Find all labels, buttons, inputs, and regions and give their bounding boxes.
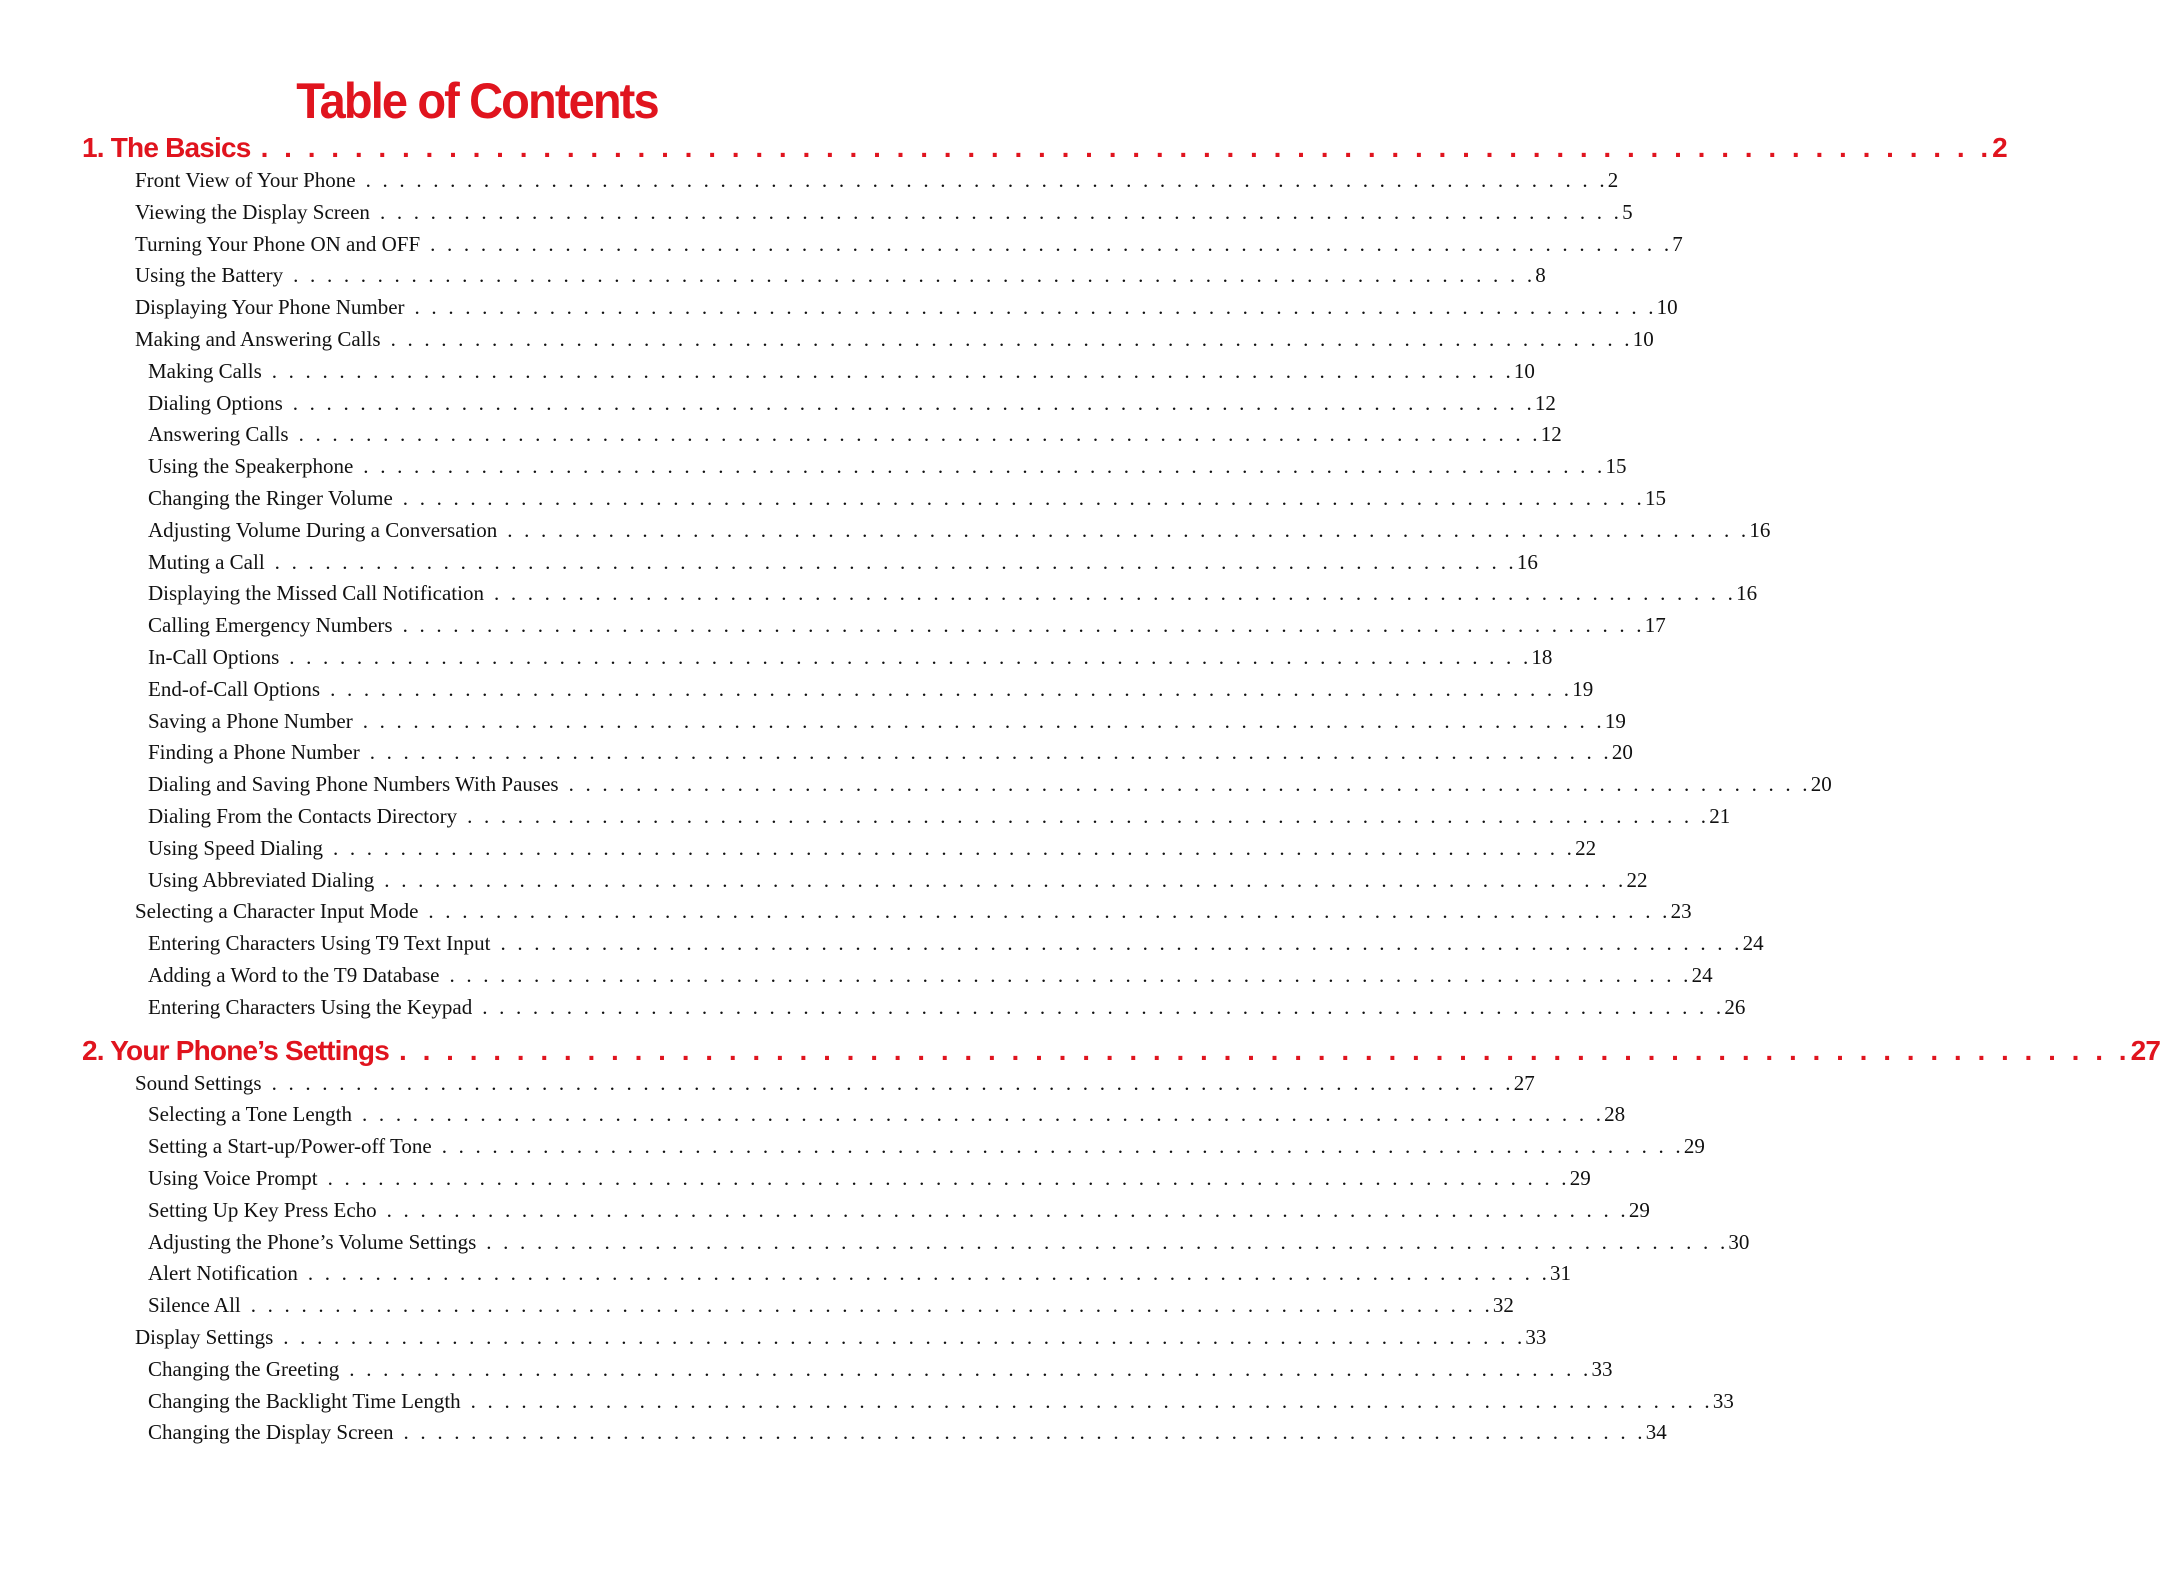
toc-section-row[interactable] — [135, 232, 1683, 262]
toc-subsection-row[interactable] — [148, 740, 1633, 770]
dot-leader: . . . . . . . . . . . . . . . . . . . . . . . . . . . . . . . . . . . . . . . . . . . . . . . . . . . . . . . . . . . . . . . . . . . . . . . . . . — [260, 132, 1993, 163]
dot-leader: . . . . . . . . . . . . . . . . . . . . . . . . . . . . . . . . . . . . . . . . . . . . . . . . . . . . . . . . . . . . . . . . . . . . . . . . . . — [493, 581, 1737, 605]
toc-subsection-row[interactable] — [148, 422, 1562, 452]
dot-leader: . . . . . . . . . . . . . . . . . . . . . . . . . . . . . . . . . . . . . . . . . . . . . . . . . . . . . . . . . . . . . . . . . . . . . . . . . . — [298, 422, 1541, 446]
toc-subsection-row[interactable] — [148, 963, 1713, 993]
toc-entry-label: Dialing and Saving Phone Numbers With Pauses — [148, 772, 559, 796]
dot-leader: . . . . . . . . . . . . . . . . . . . . . . . . . . . . . . . . . . . . . . . . . . . . . . . . . . . . . . . . . . . . . . . . . . . . . . . . . . — [369, 740, 1612, 764]
toc-page-number: 15 — [1644, 486, 1666, 510]
toc-entry-label: End-of-Call Options — [148, 677, 321, 701]
toc-entry-label: Adding a Word to the T9 Database — [148, 963, 440, 987]
toc-page-number: 22 — [1575, 836, 1597, 860]
toc-entry-label: Changing the Backlight Time Length — [148, 1389, 461, 1413]
toc-page-number: 27 — [2130, 1035, 2160, 1066]
toc-subsection-row[interactable] — [148, 1166, 1591, 1196]
toc-page-number: 24 — [1691, 963, 1713, 987]
toc-subsection-row[interactable] — [148, 550, 1538, 580]
toc-entry-label: Adjusting the Phone’s Volume Settings — [148, 1230, 477, 1254]
toc-entry-label: Using Abbreviated Dialing — [148, 868, 375, 892]
dot-leader: . . . . . . . . . . . . . . . . . . . . . . . . . . . . . . . . . . . . . . . . . . . . . . . . . . . . . . . . . . . . . . . . . . . . . . . . . . — [568, 772, 1811, 796]
dot-leader: . . . . . . . . . . . . . . . . . . . . . . . . . . . . . . . . . . . . . . . . . . . . . . . . . . . . . . . . . . . . . . . . . . . . . . . . . . — [365, 168, 1608, 192]
toc-entry-label: Saving a Phone Number — [148, 709, 353, 733]
toc-subsection-row[interactable] — [148, 1357, 1613, 1387]
toc-subsection-row[interactable] — [148, 868, 1648, 898]
dot-leader: . . . . . . . . . . . . . . . . . . . . . . . . . . . . . . . . . . . . . . . . . . . . . . . . . . . . . . . . . . . . . . . . . . . . . . . . . . — [362, 1102, 1605, 1126]
toc-subsection-row[interactable] — [148, 1198, 1650, 1228]
toc-page-number: 2 — [1992, 132, 2007, 163]
toc-entry-label: Entering Characters Using T9 Text Input — [148, 931, 491, 955]
toc-section-row[interactable] — [135, 1325, 1547, 1355]
dot-leader: . . . . . . . . . . . . . . . . . . . . . . . . . . . . . . . . . . . . . . . . . . . . . . . . . . . . . . . . . . . . . . . . . . . . . . . . . . — [386, 1198, 1629, 1222]
toc-page-number: 21 — [1709, 804, 1731, 828]
toc-entry-label: Setting a Start-up/Power-off Tone — [148, 1134, 432, 1158]
toc-section-row[interactable] — [135, 263, 1546, 293]
dot-leader: . . . . . . . . . . . . . . . . . . . . . . . . . . . . . . . . . . . . . . . . . . . . . . . . . . . . . . . . . . . . . . . . . . . . . . . . . . — [349, 1357, 1592, 1381]
toc-page-number: 16 — [1749, 518, 1771, 542]
toc-page-number: 24 — [1742, 931, 1764, 955]
toc-entry-label: In-Call Options — [148, 645, 280, 669]
toc-subsection-row[interactable] — [148, 1230, 1750, 1260]
toc-entry-label: Turning Your Phone ON and OFF — [135, 232, 421, 256]
toc-entry-label: Muting a Call — [148, 550, 265, 574]
toc-entry-label: Changing the Greeting — [148, 1357, 340, 1381]
toc-page-number: 32 — [1492, 1293, 1514, 1317]
toc-entry-label: Alert Notification — [148, 1261, 298, 1285]
toc-page-number: 22 — [1626, 868, 1648, 892]
dot-leader: . . . . . . . . . . . . . . . . . . . . . . . . . . . . . . . . . . . . . . . . . . . . . . . . . . . . . . . . . . . . . . . . . . . . . . . . . . — [428, 899, 1671, 923]
dot-leader: . . . . . . . . . . . . . . . . . . . . . . . . . . . . . . . . . . . . . . . . . . . . . . . . . . . . . . . . . . . . . . . . . . . . . . . . . . — [403, 1420, 1646, 1444]
dot-leader: . . . . . . . . . . . . . . . . . . . . . . . . . . . . . . . . . . . . . . . . . . . . . . . . . . . . . . . . . . . . . . . . . . . . . . . . . . — [470, 1389, 1713, 1413]
toc-entry-label: Using the Speakerphone — [148, 454, 354, 478]
dot-leader: . . . . . . . . . . . . . . . . . . . . . . . . . . . . . . . . . . . . . . . . . . . . . . . . . . . . . . . . . . . . . . . . . . . . . . . . . . — [363, 454, 1606, 478]
toc-page-number: 29 — [1683, 1134, 1705, 1158]
dot-leader: . . . . . . . . . . . . . . . . . . . . . . . . . . . . . . . . . . . . . . . . . . . . . . . . . . . . . . . . . . . . . . . . . . . . . . . . . . — [467, 804, 1710, 828]
dot-leader: . . . . . . . . . . . . . . . . . . . . . . . . . . . . . . . . . . . . . . . . . . . . . . . . . . . . . . . . . . . . . . . . . . . . . . . . . . — [482, 995, 1725, 1019]
toc-page-number: 34 — [1645, 1420, 1667, 1444]
toc-page-number: 33 — [1591, 1357, 1613, 1381]
toc-entry-label: Using Speed Dialing — [148, 836, 323, 860]
toc-entry-label: Selecting a Character Input Mode — [135, 899, 419, 923]
toc-subsection-row[interactable] — [148, 391, 1556, 421]
toc-entry-label: Silence All — [148, 1293, 241, 1317]
toc-subsection-row[interactable] — [148, 1102, 1626, 1132]
toc-entry-label: 2. Your Phone’s Settings — [82, 1035, 390, 1066]
toc-entry-label: Displaying the Missed Call Notification — [148, 581, 484, 605]
dot-leader: . . . . . . . . . . . . . . . . . . . . . . . . . . . . . . . . . . . . . . . . . . . . . . . . . . . . . . . . . . . . . . . . . . . . . . . . . . — [307, 1261, 1551, 1285]
toc-page-number: 20 — [1611, 740, 1633, 764]
toc-page-number: 2 — [1607, 168, 1619, 192]
toc-page-number: 19 — [1572, 677, 1594, 701]
toc-page-number: 28 — [1604, 1102, 1626, 1126]
toc-entry-label: Front View of Your Phone — [135, 168, 356, 192]
dot-leader: . . . . . . . . . . . . . . . . . . . . . . . . . . . . . . . . . . . . . . . . . . . . . . . . . . . . . . . . . . . . . . . . . . . . . . . . . . — [402, 486, 1645, 510]
dot-leader: . . . . . . . . . . . . . . . . . . . . . . . . . . . . . . . . . . . . . . . . . . . . . . . . . . . . . . . . . . . . . . . . . . . . . . . . . . — [384, 868, 1627, 892]
toc-page-number: 26 — [1724, 995, 1746, 1019]
toc-page-number: 18 — [1531, 645, 1553, 669]
toc-page-number: 29 — [1569, 1166, 1591, 1190]
dot-leader: . . . . . . . . . . . . . . . . . . . . . . . . . . . . . . . . . . . . . . . . . . . . . . . . . . . . . . . . . . . . . . . . . . . . . . . . . . — [332, 836, 1576, 860]
toc-subsection-row[interactable] — [148, 836, 1597, 866]
toc-section-row[interactable] — [135, 327, 1654, 357]
toc-subsection-row[interactable] — [148, 1389, 1734, 1419]
toc-entry-label: Viewing the Display Screen — [135, 200, 370, 224]
toc-entry-label: Calling Emergency Numbers — [148, 613, 393, 637]
toc-page-number: 7 — [1672, 232, 1683, 256]
toc-entry-label: Dialing Options — [148, 391, 283, 415]
dot-leader: . . . . . . . . . . . . . . . . . . . . . . . . . . . . . . . . . . . . . . . . . . . . . . . . . . . . . . . . . . . . . . . . . . . . . . . . . . — [289, 645, 1532, 669]
toc-subsection-row[interactable] — [148, 613, 1666, 643]
dot-leader: . . . . . . . . . . . . . . . . . . . . . . . . . . . . . . . . . . . . . . . . . . . . . . . . . . . . . . . . . . . . . . . . . . . . . . . . . . — [293, 263, 1536, 287]
toc-page-number: 29 — [1628, 1198, 1650, 1222]
dot-leader: . . . . . . . . . . . . . . . . . . . . . . . . . . . . . . . . . . . . . . . . . . . . . . . . . . . . . . . . . . . . . . . . . . . . . . . . . . — [449, 963, 1692, 987]
toc-page-number: 10 — [1632, 327, 1654, 351]
toc-subsection-row[interactable] — [148, 645, 1553, 675]
toc-subsection-row[interactable] — [148, 772, 1832, 802]
toc-subsection-row[interactable] — [148, 1261, 1572, 1291]
toc-entry-label: Display Settings — [135, 1325, 274, 1349]
dot-leader: . . . . . . . . . . . . . . . . . . . . . . . . . . . . . . . . . . . . . . . . . . . . . . . . . . . . . . . . . . . . . . . . . . . . . . . . . . — [274, 550, 1517, 574]
toc-subsection-row[interactable] — [148, 581, 1758, 611]
toc-subsection-row[interactable] — [148, 995, 1746, 1025]
dot-leader: . . . . . . . . . . . . . . . . . . . . . . . . . . . . . . . . . . . . . . . . . . . . . . . . . . . . . . . . . . . . . . . . . . . . . . . . . . — [414, 295, 1657, 319]
toc-subsection-row[interactable] — [148, 709, 1626, 739]
dot-leader: . . . . . . . . . . . . . . . . . . . . . . . . . . . . . . . . . . . . . . . . . . . . . . . . . . . . . . . . . . . . . . . . . . . . . . . . . . — [330, 677, 1573, 701]
dot-leader: . . . . . . . . . . . . . . . . . . . . . . . . . . . . . . . . . . . . . . . . . . . . . . . . . . . . . . . . . . . . . . . . . . . . . . . . . . — [292, 391, 1535, 415]
toc-page-number: 10 — [1513, 359, 1535, 383]
toc-page-number: 27 — [1513, 1071, 1535, 1095]
dot-leader: . . . . . . . . . . . . . . . . . . . . . . . . . . . . . . . . . . . . . . . . . . . . . . . . . . . . . . . . . . . . . . . . . . . . . . . . . . — [327, 1166, 1570, 1190]
toc-entry-label: Making and Answering Calls — [135, 327, 381, 351]
dot-leader: . . . . . . . . . . . . . . . . . . . . . . . . . . . . . . . . . . . . . . . . . . . . . . . . . . . . . . . . . . . . . . . . . . . . . . . . . . — [486, 1230, 1729, 1254]
toc-page-number: 12 — [1540, 422, 1562, 446]
dot-leader: . . . . . . . . . . . . . . . . . . . . . . . . . . . . . . . . . . . . . . . . . . . . . . . . . . . . . . . . . . . . . . . . . . . . . . . . . . — [430, 232, 1673, 256]
toc-entry-label: Finding a Phone Number — [148, 740, 360, 764]
dot-leader: . . . . . . . . . . . . . . . . . . . . . . . . . . . . . . . . . . . . . . . . . . . . . . . . . . . . . . . . . . . . . . . . . . . . . . . . . . — [271, 1071, 1514, 1095]
toc-page-number: 30 — [1728, 1230, 1750, 1254]
dot-leader: . . . . . . . . . . . . . . . . . . . . . . . . . . . . . . . . . . . . . . . . . . . . . . . . . . . . . . . . . . . . . . . . . . . . . . . . . . — [507, 518, 1750, 542]
toc-page-number: 19 — [1604, 709, 1626, 733]
toc-page-number: 8 — [1535, 263, 1546, 287]
toc-page-number: 10 — [1656, 295, 1678, 319]
toc-subsection-row[interactable] — [148, 1134, 1705, 1164]
toc-entry-label: Answering Calls — [148, 422, 289, 446]
toc-page-number: 23 — [1670, 899, 1692, 923]
toc-entry-label: Selecting a Tone Length — [148, 1102, 353, 1126]
toc-subsection-row[interactable] — [148, 1293, 1514, 1323]
toc-entry-label: 1. The Basics — [82, 132, 251, 163]
toc-page-number: 16 — [1736, 581, 1758, 605]
toc-entry-label: Adjusting Volume During a Conversation — [148, 518, 498, 542]
toc-chapter-row[interactable] — [82, 1035, 2160, 1071]
toc-entry-label: Changing the Display Screen — [148, 1420, 394, 1444]
toc-entry-label: Displaying Your Phone Number — [135, 295, 405, 319]
toc-subsection-row[interactable] — [148, 931, 1764, 961]
toc-subsection-row[interactable] — [148, 677, 1594, 707]
toc-subsection-row[interactable] — [148, 454, 1627, 484]
toc-entry-label: Using the Battery — [135, 263, 284, 287]
dot-leader: . . . . . . . . . . . . . . . . . . . . . . . . . . . . . . . . . . . . . . . . . . . . . . . . . . . . . . . . . . . . . . . . . . . . . . . . . . — [402, 613, 1645, 637]
toc-page-number: 33 — [1712, 1389, 1734, 1413]
toc-subsection-row[interactable] — [148, 359, 1535, 389]
toc-section-row[interactable] — [135, 295, 1678, 325]
toc-entry-label: Sound Settings — [135, 1071, 262, 1095]
dot-leader: . . . . . . . . . . . . . . . . . . . . . . . . . . . . . . . . . . . . . . . . . . . . . . . . . . . . . . . . . . . . . . . . . . . . . . . . . . — [500, 931, 1743, 955]
toc-entry-label: Setting Up Key Press Echo — [148, 1198, 377, 1222]
toc-page-number: 33 — [1525, 1325, 1547, 1349]
toc-entry-label: Using Voice Prompt — [148, 1166, 318, 1190]
toc-subsection-row[interactable] — [148, 518, 1771, 548]
toc-subsection-row[interactable] — [148, 1420, 1667, 1450]
toc-section-row[interactable] — [135, 1071, 1535, 1101]
toc-subsection-row[interactable] — [148, 804, 1731, 834]
toc-entry-label: Dialing From the Contacts Directory — [148, 804, 458, 828]
toc-section-row[interactable] — [135, 899, 1692, 929]
toc-entry-label: Making Calls — [148, 359, 262, 383]
toc-page-number: 16 — [1516, 550, 1538, 574]
dot-leader: . . . . . . . . . . . . . . . . . . . . . . . . . . . . . . . . . . . . . . . . . . . . . . . . . . . . . . . . . . . . . . . . . . . . . . . . . . — [379, 200, 1623, 224]
dot-leader: . . . . . . . . . . . . . . . . . . . . . . . . . . . . . . . . . . . . . . . . . . . . . . . . . . . . . . . . . . . . . . . . . . . . . . . . . . — [283, 1325, 1526, 1349]
page-title: Table of Contents — [296, 73, 658, 129]
toc-subsection-row[interactable] — [148, 486, 1666, 516]
dot-leader: . . . . . . . . . . . . . . . . . . . . . . . . . . . . . . . . . . . . . . . . . . . . . . . . . . . . . . . . . . . . . . . . . . . . . . . . . . — [399, 1035, 2131, 1066]
dot-leader: . . . . . . . . . . . . . . . . . . . . . . . . . . . . . . . . . . . . . . . . . . . . . . . . . . . . . . . . . . . . . . . . . . . . . . . . . . — [390, 327, 1633, 351]
dot-leader: . . . . . . . . . . . . . . . . . . . . . . . . . . . . . . . . . . . . . . . . . . . . . . . . . . . . . . . . . . . . . . . . . . . . . . . . . . — [441, 1134, 1684, 1158]
dot-leader: . . . . . . . . . . . . . . . . . . . . . . . . . . . . . . . . . . . . . . . . . . . . . . . . . . . . . . . . . . . . . . . . . . . . . . . . . . — [271, 359, 1514, 383]
toc-section-row[interactable] — [135, 200, 1633, 230]
dot-leader: . . . . . . . . . . . . . . . . . . . . . . . . . . . . . . . . . . . . . . . . . . . . . . . . . . . . . . . . . . . . . . . . . . . . . . . . . . — [250, 1293, 1493, 1317]
toc-page-number: 5 — [1622, 200, 1633, 224]
toc-section-row[interactable] — [135, 168, 1619, 198]
toc-page-number: 15 — [1605, 454, 1627, 478]
toc-chapter-row[interactable] — [82, 132, 2007, 168]
toc-page-number: 20 — [1810, 772, 1832, 796]
toc-page-number: 31 — [1550, 1261, 1572, 1285]
toc-entry-label: Changing the Ringer Volume — [148, 486, 393, 510]
dot-leader: . . . . . . . . . . . . . . . . . . . . . . . . . . . . . . . . . . . . . . . . . . . . . . . . . . . . . . . . . . . . . . . . . . . . . . . . . . — [362, 709, 1605, 733]
toc-entry-label: Entering Characters Using the Keypad — [148, 995, 473, 1019]
toc-page-number: 12 — [1534, 391, 1556, 415]
toc-page-number: 17 — [1644, 613, 1666, 637]
